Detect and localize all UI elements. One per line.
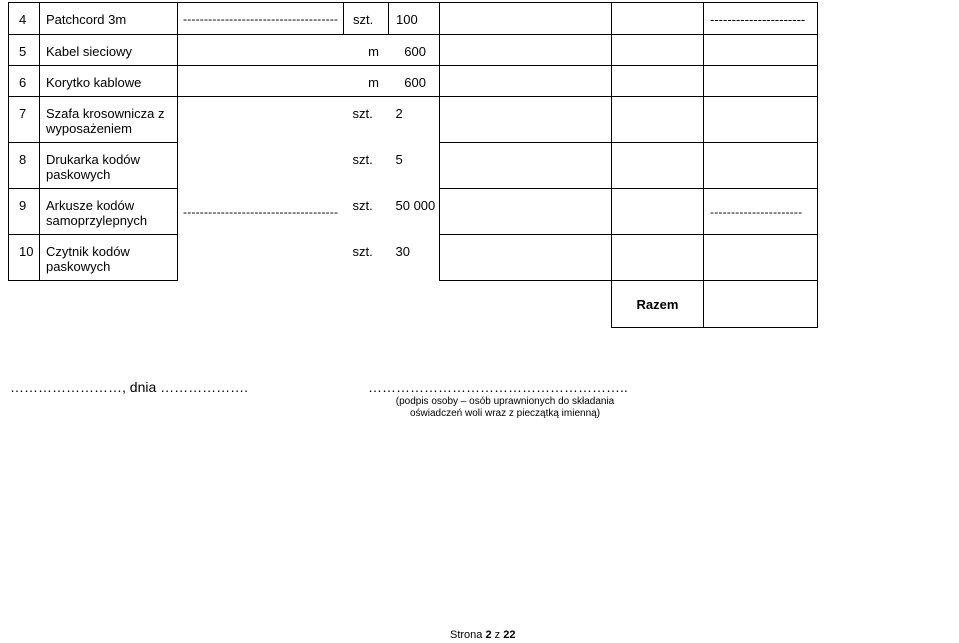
unit-cell: szt. [344, 3, 389, 35]
signature-line: ……………………………………………….. [368, 379, 628, 395]
quantity-cell: 2 [395, 106, 403, 121]
empty-cell [612, 3, 704, 35]
row-number: 7 [9, 97, 40, 143]
item-name: Arkusze kodów samoprzylepnych [40, 189, 178, 235]
empty-cell [9, 281, 612, 328]
unit-cell: szt. [352, 197, 373, 213]
empty-cell [612, 143, 704, 189]
item-name: Drukarka kodów paskowych [40, 143, 178, 189]
empty-cell [612, 35, 704, 66]
empty-cell [704, 235, 818, 281]
items-table [8, 2, 818, 328]
item-name: Patchcord 3m [40, 3, 178, 35]
empty-cell [178, 235, 344, 281]
empty-cell [440, 97, 612, 143]
quantity-cell: 100 [389, 3, 440, 35]
empty-cell [704, 35, 818, 66]
value-cell: ---------------------- [704, 189, 818, 235]
unit-cell: szt. [352, 106, 373, 121]
value-cell: ---------------------- [704, 3, 818, 35]
empty-cell [704, 97, 818, 143]
empty-cell [440, 3, 612, 35]
row-number: 9 [9, 189, 40, 235]
total-label: Razem [612, 281, 704, 328]
quantity-cell: 30 [395, 243, 410, 259]
empty-cell [704, 143, 818, 189]
unit-quantity-cell [178, 66, 440, 97]
table-row [9, 66, 818, 97]
page-separator: z [494, 629, 501, 641]
quantity-cell: 5 [395, 151, 403, 167]
item-name: Korytko kablowe [40, 66, 178, 97]
unit-cell: szt. [352, 243, 373, 259]
row-number: 8 [9, 143, 40, 189]
empty-cell [178, 97, 344, 143]
quantity-cell: 50 000 [395, 197, 436, 213]
table-row [9, 97, 818, 143]
empty-cell [440, 143, 612, 189]
empty-cell [440, 189, 612, 235]
quantity-text: 600 [404, 44, 426, 59]
page-number: 2 [485, 629, 492, 641]
empty-cell [612, 189, 704, 235]
item-name: Czytnik kodów paskowych [40, 235, 178, 281]
unit-text: m [368, 75, 379, 90]
item-name: Kabel sieciowy [40, 35, 178, 66]
empty-cell [440, 66, 612, 97]
table-row [9, 189, 818, 235]
page-label: Strona [450, 629, 483, 641]
empty-cell [178, 143, 344, 189]
page-footer [450, 629, 515, 641]
unit-text: m [368, 44, 379, 59]
row-number: 5 [9, 35, 40, 66]
not-applicable-cell: ------------------------------------- [178, 3, 344, 35]
total-row [9, 281, 818, 328]
signature-caption: (podpis osoby – osób uprawnionych do składania oświadczeń woli wraz z pieczątką imienną) [395, 396, 615, 419]
row-number: 4 [9, 3, 40, 35]
empty-cell [440, 235, 612, 281]
empty-cell [612, 235, 704, 281]
item-name: Szafa krosownicza z wyposażeniem [40, 97, 178, 143]
empty-cell [612, 97, 704, 143]
unit-cell: szt. [352, 151, 373, 167]
row-number: 6 [9, 66, 40, 97]
table-row [9, 143, 818, 189]
empty-cell [704, 66, 818, 97]
row-number: 10 [9, 235, 40, 281]
empty-cell [440, 35, 612, 66]
quantity-text: 600 [404, 75, 426, 90]
total-value-cell [704, 281, 818, 328]
table-row [9, 235, 818, 281]
empty-cell [612, 66, 704, 97]
unit-quantity-cell [178, 35, 440, 66]
table-row [9, 3, 818, 35]
table-row [9, 35, 818, 66]
not-applicable-cell: ------------------------------------- [183, 204, 339, 219]
page-total: 22 [503, 629, 516, 641]
place-date-line: ……………………, dnia ………………. [10, 379, 249, 395]
